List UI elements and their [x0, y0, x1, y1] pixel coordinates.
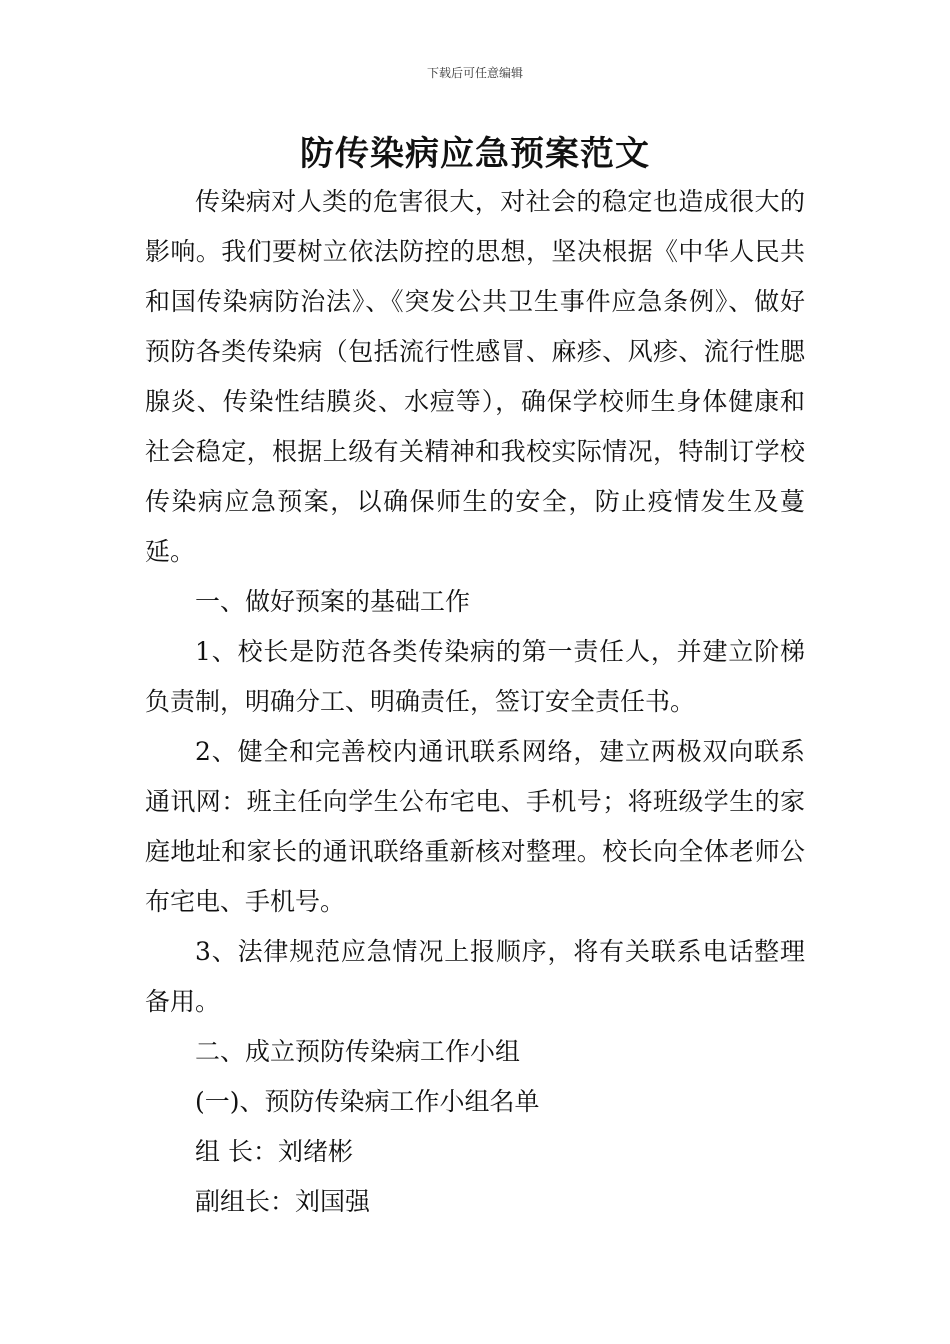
intro-paragraph: 传染病对人类的危害很大，对社会的稳定也造成很大的影响。我们要树立依法防控的思想，坚决根据《中华人民共和国传染病防治法》、《突发公共卫生事件应急条例》、做好预防各类传染病（包括流行性感冒、麻疹、风疹、流行性腮腺炎、传染性结膜炎、水痘等），确保学校师生身体健康和社会稳定，根据上级有关精神和我校实际情况，特制订学校传染病应急预案，以确保师生的安全，防止疫情发生及蔓延。 [145, 187, 805, 566]
document-title: 防传染病应急预案范文 [300, 134, 650, 174]
document-body [145, 177, 805, 1227]
section-heading-2: 二、成立预防传染病工作小组 [195, 1037, 521, 1066]
item-paragraph-3: 3、法律规范应急情况上报顺序，将有关联系电话整理备用。 [145, 937, 805, 1016]
subsection-heading: (一)、预防传染病工作小组名单 [195, 1087, 540, 1116]
item-paragraph-1: 1、校长是防范各类传染病的第一责任人，并建立阶梯负责制，明确分工、明确责任，签订安全责任书。 [145, 637, 805, 716]
page-header-note: 下载后可任意编辑 [426, 66, 523, 80]
item-paragraph-2: 2、健全和完善校内通讯联系网络，建立两极双向联系通讯网：班主任向学生公布宅电、手机号；将班级学生的家庭地址和家长的通讯联络重新核对整理。校长向全体老师公布宅电、手机号。 [145, 737, 805, 916]
section-heading-1: 一、做好预案的基础工作 [195, 587, 471, 616]
deputy-leader-line: 副组长：刘国强 [195, 1187, 371, 1216]
group-leader-line: 组 长：刘绪彬 [195, 1137, 353, 1166]
